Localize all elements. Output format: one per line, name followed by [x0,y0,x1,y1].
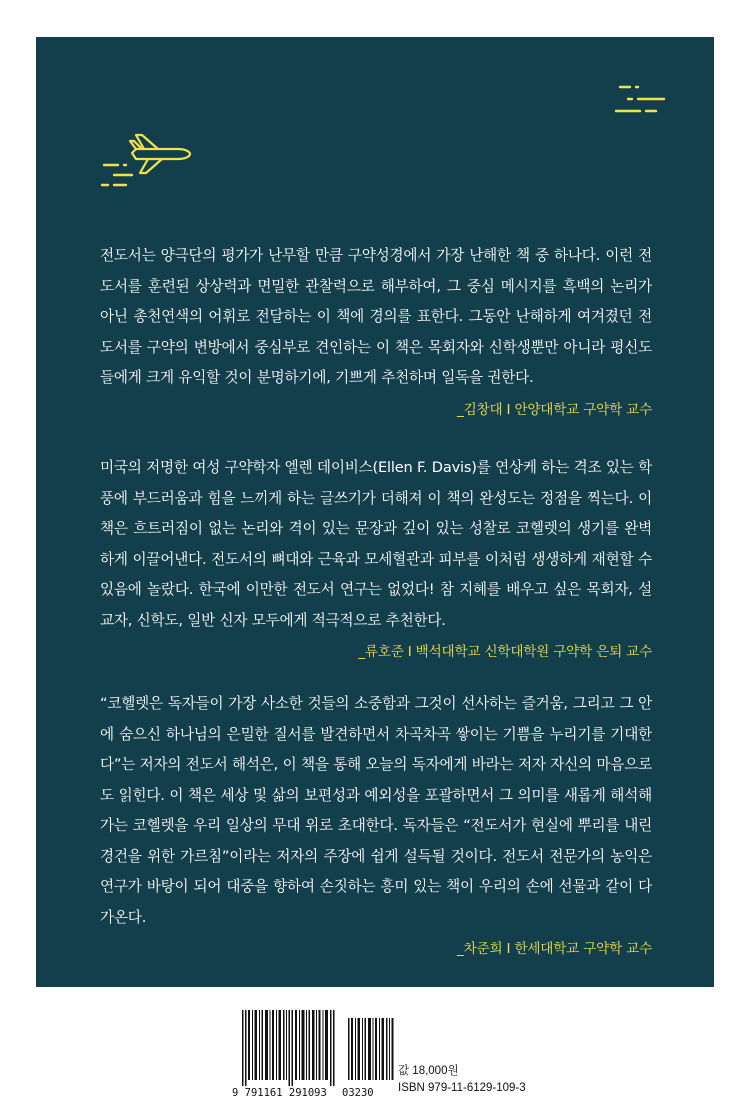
isbn-label: ISBN 979-11-6129-109-3 [398,1082,526,1094]
review-attribution: _차준희 I 한세대학교 구약학 교수 [457,941,652,957]
back-cover-panel [36,37,714,987]
review-block [100,241,652,418]
review-block [100,689,652,957]
review-text: “코헬렛은 독자들이 가장 사소한 것들의 소중함과 그것이 선사하는 즐거움, 그리고 그 안에 숨으신 하나님의 은밀한 질서를 발견하면서 차곡차곡 쌓이는 기쁨을 누리기를 기대한다”는 저자의 전도서 해석은, 이 책을 통해 오늘의 독자에게 바라는 저자 자신의 마음으로도 읽힌다. 이 책은 세상 및 삶의 보편성과 예외성을 포괄하면서 그 의미를 새롭게 해석해가는 코헬렛을 우리 일상의 무대 위로 초대한다. 독자들은 “전도서가 현실에 뿌리를 내린 경건을 위한 가르침”이라는 저자의 주장에 쉽게 설득될 것이다. 전도서 전문가의 농익은 연구가 바탕이 되어 대중을 향하여 손짓하는 흥미 있는 책이 우리의 손에 선물과 같이 다가온다. [100,695,652,926]
review-attribution: _류호준 I 백석대학교 신학대학원 구약학 은퇴 교수 [358,644,652,660]
review-text: 미국의 저명한 여성 구약학자 엘렌 데이비스(Ellen F. Davis)를 연상케 하는 격조 있는 학풍에 부드러움과 힘을 느끼게 하는 글쓰기가 더해져 이 책의 완성도는 정점을 찍는다. 이 책은 흐트러짐이 없는 논리와 격이 있는 문장과 깊이 있는 성찰로 코헬렛의 생기를 완벽하게 이끌어낸다. 전도서의 뼈대와 근육과 모세혈관과 피부를 이처럼 생생하게 재현할 수 있음에 놀랐다. 한국에 이만한 전도서 연구는 없었다! 참 지혜를 배우고 싶은 목회자, 설교자, 신학도, 일반 신자 모두에게 적극적으로 추천한다. [100,459,652,629]
speed-lines-icon [608,81,668,121]
barcode-number: 9 791161 291093 [232,1087,327,1099]
barcode-bars [242,1010,402,1086]
review-attribution: _김창대 I 안양대학교 구약학 교수 [457,401,652,418]
review-block [100,453,652,660]
review-text: 전도서는 양극단의 평가가 난무할 만큼 구약성경에서 가장 난해한 책 중 하나다. 이런 전도서를 훈련된 상상력과 면밀한 관찰력으로 해부하여, 그 중심 메시지를 흑백의 논리가 아닌 총천연색의 어휘로 전달하는 이 책에 경의를 표한다. 그동안 난해하게 여겨졌던 전도서를 구약의 변방에서 중심부로 견인하는 이 책은 목회자와 신학생뿐만 아니라 평신도들에게 크게 유익할 것이 분명하기에, 기쁘게 추천하며 일독을 권한다. [100,247,652,386]
airplane-icon [96,129,196,191]
price-label: 값 18,000원 [398,1065,459,1077]
barcode-addon-number: 03230 [342,1087,374,1099]
